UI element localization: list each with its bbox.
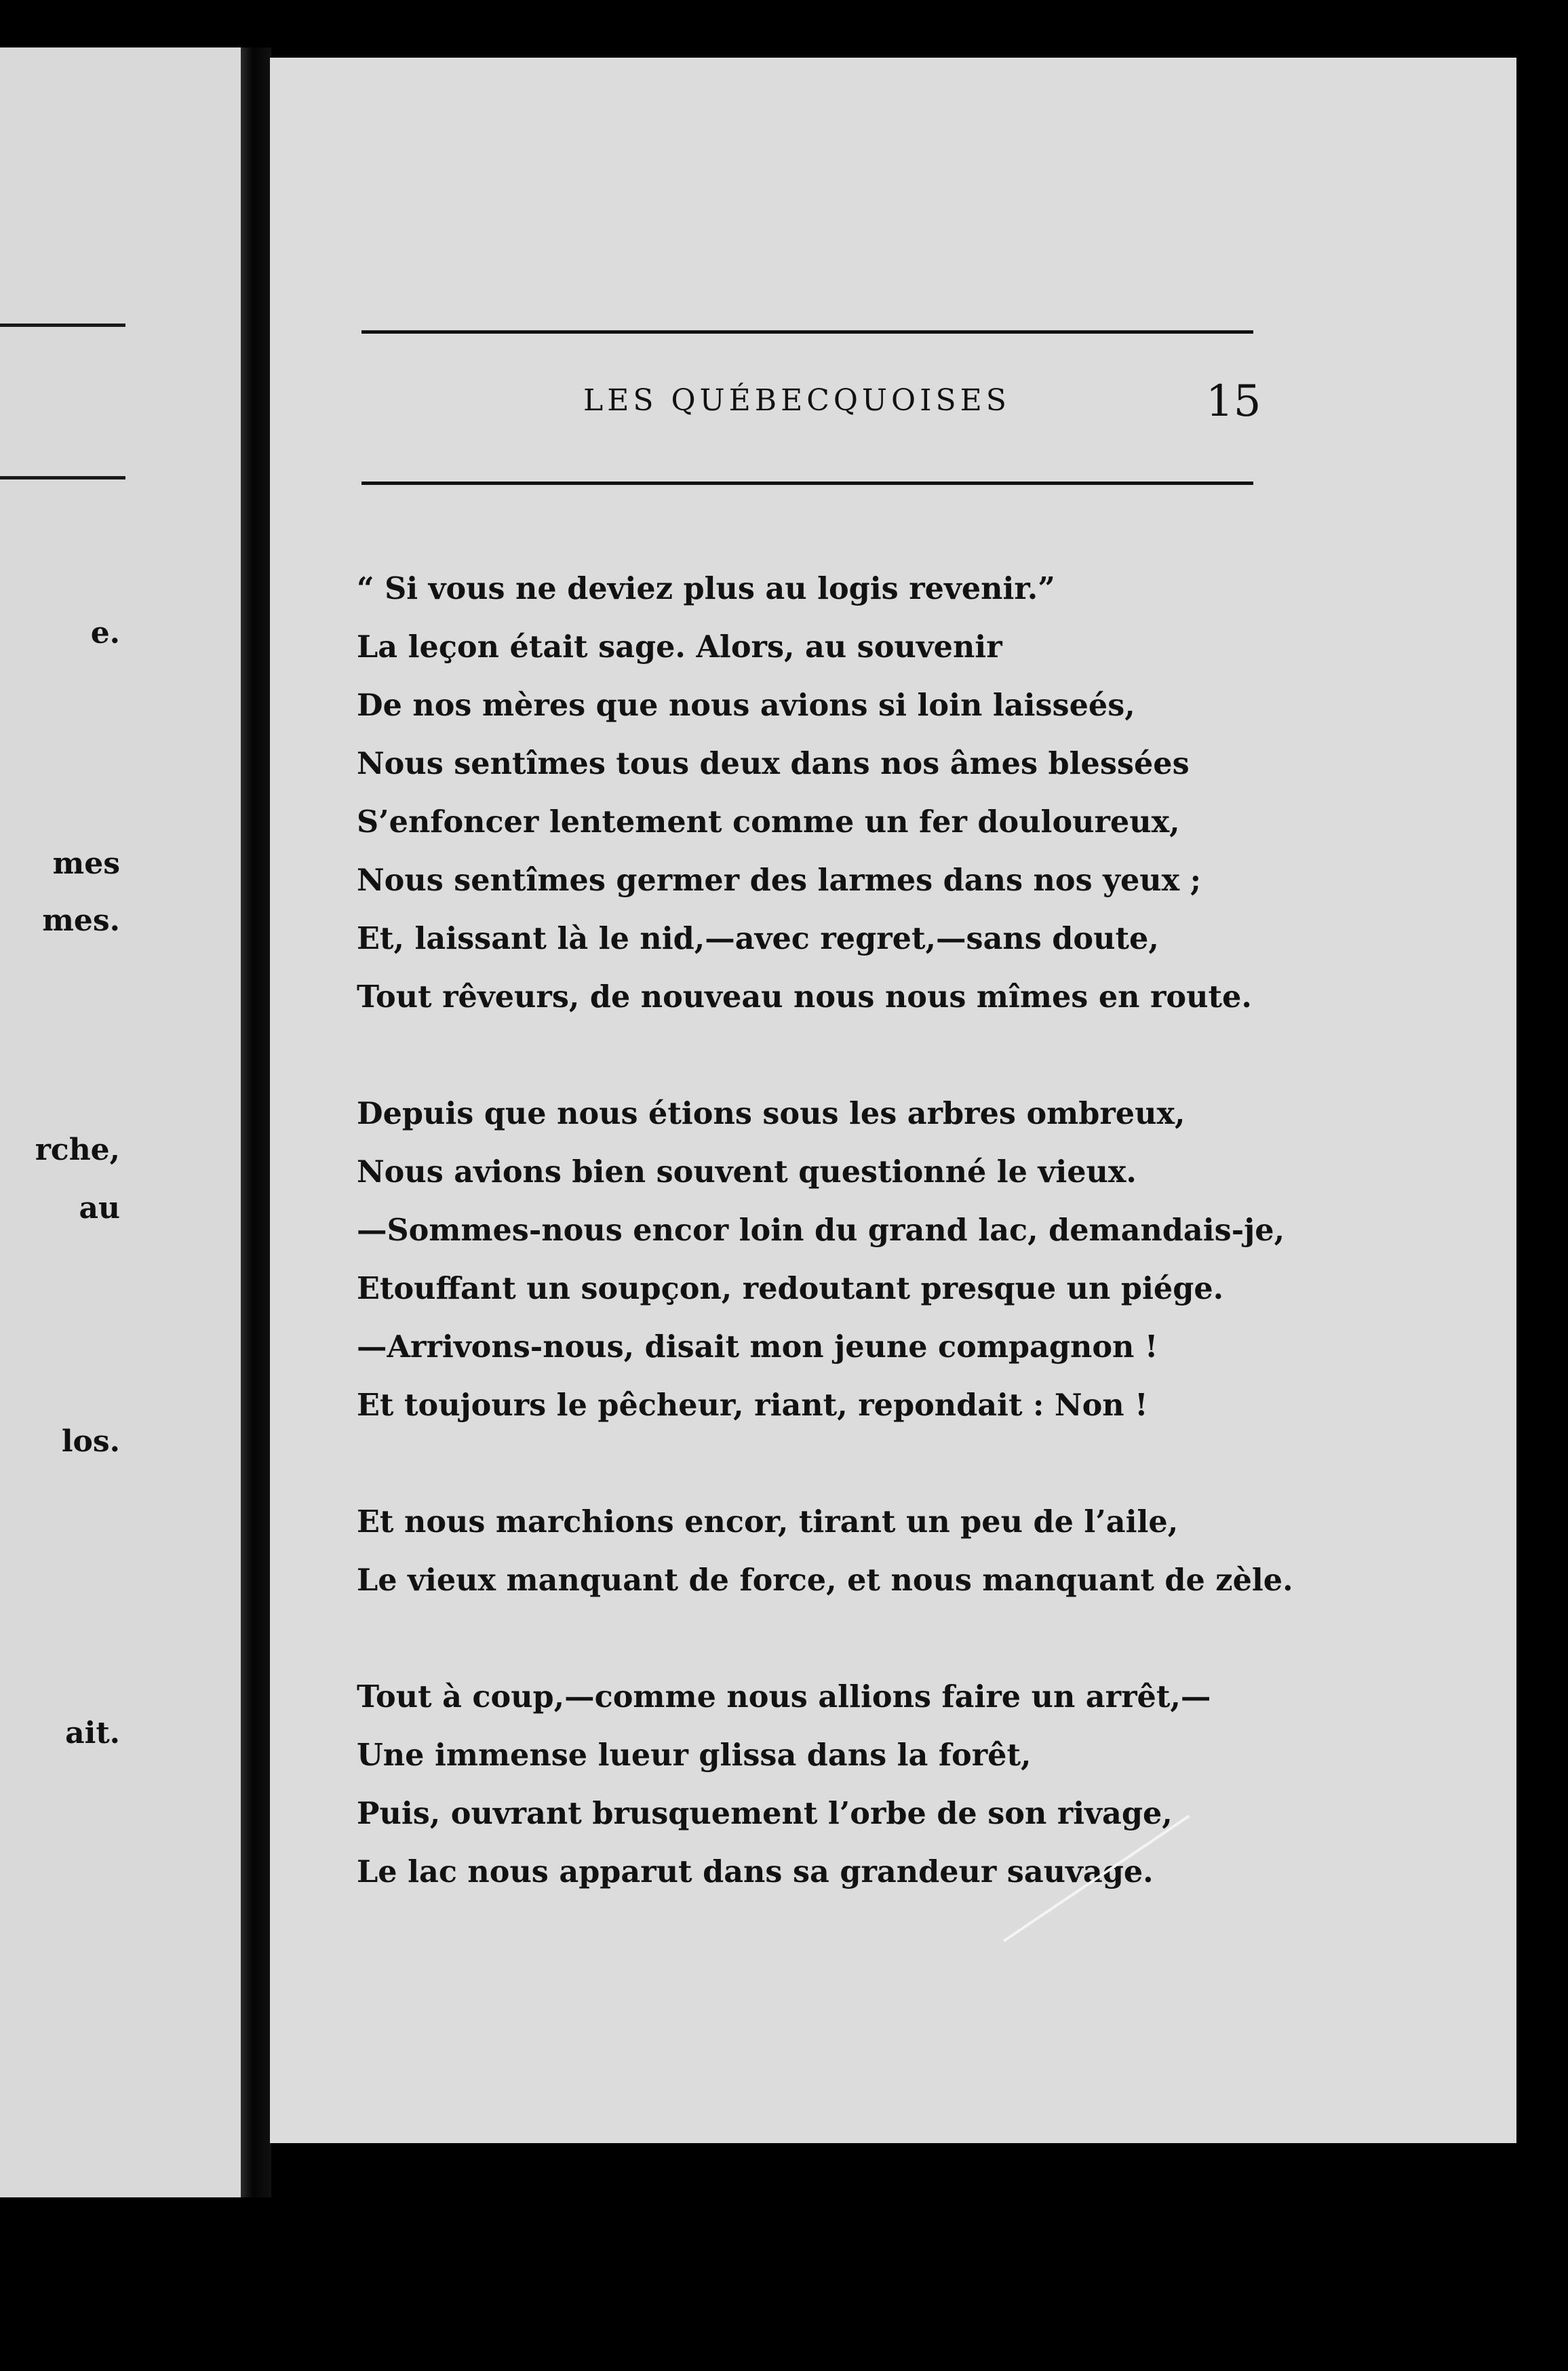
page [270,58,1516,2143]
left-page-fragment: ait. [65,1716,120,1750]
header-rule-top [361,330,1253,334]
left-facing-page [0,47,241,2197]
verse-line: Tout rêveurs, de nouveau nous nous mîmes en route. [357,979,1252,1015]
left-page-fragment: mes [52,846,120,881]
verse-line: Une immense lueur glissa dans la forêt, [357,1738,1032,1773]
verse-line: Le lac nous apparut dans sa grandeur sauvage. [357,1854,1154,1889]
left-page-fragment: los. [61,1424,120,1459]
left-page-rule-top [0,324,125,327]
left-page-rule-bottom [0,476,125,479]
poem [357,560,1333,1959]
verse-line: Puis, ouvrant brusquement l’orbe de son rivage, [357,1796,1173,1831]
page-number: 15 [1206,376,1261,427]
stanza [357,1084,1333,1434]
verse-line: De nos mères que nous avions si loin laisseés, [357,688,1135,723]
verse-line: Le vieux manquant de force, et nous manquant de zèle. [357,1563,1293,1598]
verse-line: Depuis que nous étions sous les arbres ombreux, [357,1096,1185,1131]
stanza [357,1493,1333,1609]
verse-line: La leçon était sage. Alors, au souvenir [357,629,1002,665]
running-title: LES QUÉBECQUOISES [583,383,1011,418]
verse-line: Et nous marchions encor, tirant un peu de l’aile, [357,1504,1179,1540]
verse-line: “ Si vous ne deviez plus au logis revenir.” [357,571,1055,606]
verse-line: S’enfoncer lentement comme un fer douloureux, [357,804,1180,840]
verse-line: Et, laissant là le nid,—avec regret,—sans doute, [357,921,1159,956]
verse-line: —Sommes-nous encor loin du grand lac, demandais-je, [357,1213,1285,1248]
verse-line: Nous sentîmes tous deux dans nos âmes blessées [357,746,1190,781]
verse-line: Tout à coup,—comme nous allions faire un arrêt,— [357,1679,1211,1714]
left-page-fragment: mes. [42,903,120,938]
header-rule-bottom [361,482,1253,485]
left-page-fragment: e. [90,616,120,650]
left-page-fragment: au [79,1191,120,1226]
verse-line: Et toujours le pêcheur, riant, repondait : Non ! [357,1388,1148,1423]
verse-line: Nous sentîmes germer des larmes dans nos yeux ; [357,863,1202,898]
verse-line: Nous avions bien souvent questionné le vieux. [357,1154,1137,1190]
verse-line: —Arrivons-nous, disait mon jeune compagnon ! [357,1329,1158,1365]
left-page-fragment: rche, [35,1133,120,1167]
stanza [357,1668,1333,1901]
book-gutter [241,47,271,2197]
stanza [357,560,1333,1026]
verse-line: Etouffant un soupçon, redoutant presque un piége. [357,1271,1224,1306]
